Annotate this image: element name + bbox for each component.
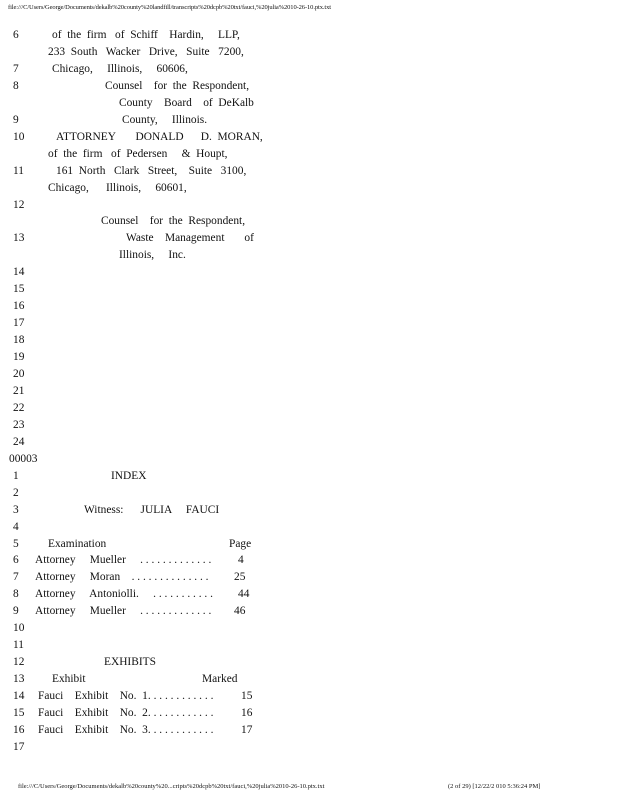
line-number: 10 <box>13 620 25 634</box>
line-number: 17 <box>13 315 25 329</box>
line-text: ATTORNEY DONALD D. MORAN, <box>56 129 263 143</box>
line-number: 21 <box>13 383 25 397</box>
line-number: 9 <box>13 603 19 617</box>
line-text: Counsel for the Respondent, <box>105 78 250 92</box>
line-number: 15 <box>13 705 25 719</box>
line-number: 14 <box>13 688 25 702</box>
line-text: Witness: JULIA FAUCI <box>84 502 220 516</box>
line-number: 8 <box>13 78 19 92</box>
line-number: 3 <box>13 502 19 516</box>
line-number: 14 <box>13 264 25 278</box>
line-text: Attorney Moran . . . . . . . . . . . . . . <box>35 569 209 583</box>
line-text: Waste Management of <box>126 230 254 244</box>
line-text: 25 <box>234 569 246 583</box>
line-text: Examination <box>48 536 107 550</box>
line-text: 161 North Clark Street, Suite 3100, <box>56 163 247 177</box>
line-text: 15 <box>241 688 253 702</box>
line-text: County Board of DeKalb <box>119 95 254 109</box>
line-text: Chicago, Illinois, 60601, <box>48 180 187 194</box>
line-text: Counsel for the Respondent, <box>101 213 246 227</box>
line-text: Exhibit <box>52 671 86 685</box>
line-number: 24 <box>13 434 25 448</box>
line-text: of the firm of Pedersen & Houpt, <box>48 146 228 160</box>
line-number: 9 <box>13 112 19 126</box>
line-number: 6 <box>13 27 19 41</box>
line-text: Fauci Exhibit No. 1. . . . . . . . . . . . <box>38 688 214 702</box>
line-number: 7 <box>13 569 19 583</box>
line-number: 7 <box>13 61 19 75</box>
line-text: Page <box>229 536 252 550</box>
line-number: 20 <box>13 366 25 380</box>
line-text: 16 <box>241 705 253 719</box>
footer-file-path: file:///C/Users/George/Documents/dekalb%20county%20...cripts%20dcpb%20txt/fauci,%20julia%2010-26-10.ptx.txt <box>18 783 325 790</box>
line-text: Illinois, Inc. <box>119 247 186 261</box>
line-text: INDEX <box>111 468 147 482</box>
line-number: 5 <box>13 536 19 550</box>
line-number: 22 <box>13 400 25 414</box>
line-text: 46 <box>234 603 246 617</box>
footer-page-info: (2 of 29) [12/22/2 010 5:36:24 PM] <box>448 783 541 790</box>
line-number: 12 <box>13 654 25 668</box>
line-number: 16 <box>13 298 25 312</box>
line-number: 00003 <box>9 451 38 465</box>
line-number: 11 <box>13 637 24 651</box>
line-text: Fauci Exhibit No. 3. . . . . . . . . . . . <box>38 722 214 736</box>
line-number: 4 <box>13 519 19 533</box>
line-number: 13 <box>13 671 25 685</box>
line-number: 8 <box>13 586 19 600</box>
line-text: Attorney Mueller . . . . . . . . . . . . . <box>35 552 212 566</box>
header-file-path: file:///C/Users/George/Documents/dekalb%20county%20landfill/transcripts%20dcpb%20txt/fauci,%20julia%2010-26-10.ptx.txt <box>8 4 331 11</box>
line-text: Attorney Mueller . . . . . . . . . . . . . <box>35 603 212 617</box>
line-number: 13 <box>13 230 25 244</box>
line-number: 15 <box>13 281 25 295</box>
line-text: 233 South Wacker Drive, Suite 7200, <box>48 44 244 58</box>
line-text: of the firm of Schiff Hardin, LLP, <box>52 27 240 41</box>
line-number: 12 <box>13 197 25 211</box>
line-number: 1 <box>13 468 19 482</box>
line-text: Chicago, Illinois, 60606, <box>52 61 188 75</box>
line-text: 44 <box>238 586 250 600</box>
line-number: 2 <box>13 485 19 499</box>
line-number: 16 <box>13 722 25 736</box>
line-number: 10 <box>13 129 25 143</box>
line-text: County, Illinois. <box>122 112 208 126</box>
line-number: 11 <box>13 163 24 177</box>
line-text: EXHIBITS <box>104 654 156 668</box>
line-number: 23 <box>13 417 25 431</box>
line-number: 17 <box>13 739 25 753</box>
line-text: Attorney Antoniolli. . . . . . . . . . . . <box>35 586 213 600</box>
line-number: 19 <box>13 349 25 363</box>
line-text: 4 <box>238 552 244 566</box>
line-text: Fauci Exhibit No. 2. . . . . . . . . . . . <box>38 705 214 719</box>
line-text: Marked <box>202 671 238 685</box>
line-text: 17 <box>241 722 253 736</box>
line-number: 18 <box>13 332 25 346</box>
line-number: 6 <box>13 552 19 566</box>
